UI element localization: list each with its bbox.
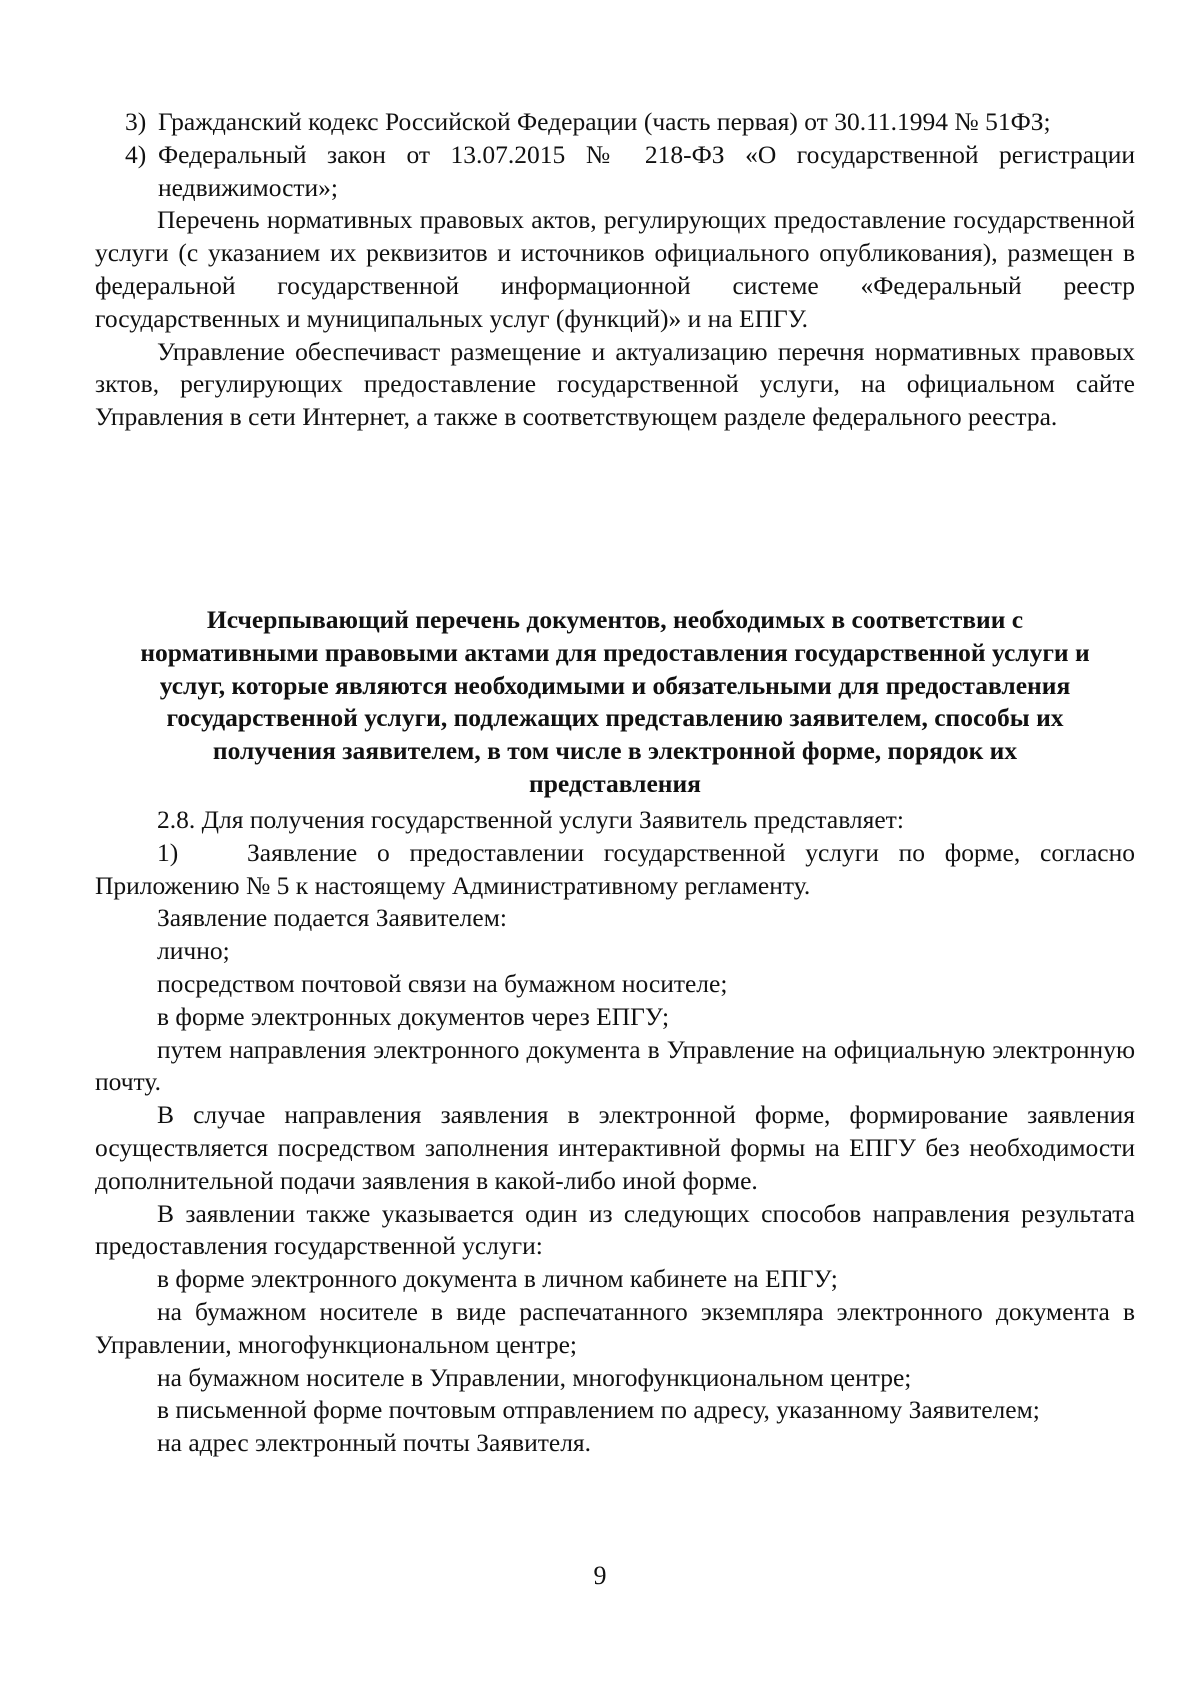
list-item-text: Заявление о предоставлении государственной услуги по форме, согласно: [247, 837, 1135, 867]
result-way: на бумажном носителе в виде распечатанного экземпляра электронного документа в Управлении, многофункциональном центре;: [95, 1296, 1135, 1359]
result-way: в письменной форме почтовым отправлением по адресу, указанному Заявителем;: [157, 1395, 1040, 1425]
top-section: [95, 106, 1135, 434]
result-way: на бумажном носителе в Управлении, многофункциональном центре;: [157, 1362, 912, 1392]
submit-way: посредством почтовой связи на бумажном носителе;: [157, 968, 728, 998]
list-item: [95, 139, 1135, 205]
list-item-number: 1): [157, 837, 179, 867]
list-item-text: Гражданский кодекс Российской Федерации (часть первая) от 30.11.1994 № 51ФЗ;: [158, 107, 1051, 136]
submit-way: лично;: [157, 936, 230, 966]
paragraph-submitted: Заявление подается Заявителем:: [157, 903, 507, 933]
paragraph-electronic: В случае направления заявления в электронной форме, формирование заявления осуществляется посредством заполнения интерактивной формы на ЕПГУ без необходимости дополнительной подачи заявления в какой-либо иной форме.: [95, 1100, 1135, 1195]
paragraph-management: Управление обеспечиваст размещение и актуализацию перечня нормативных правовых зктов, регулирующих предоставление государственной услуги, на официальном сайте Управления в сети Интернет, а также в соответствующем разделе федерального реестра.: [95, 336, 1135, 432]
result-way: в форме электронного документа в личном кабинете на ЕПГУ;: [157, 1264, 838, 1294]
list-item: [95, 106, 1135, 139]
submit-way: в форме электронных документов через ЕПГУ;: [157, 1001, 670, 1031]
list-item: [95, 837, 1135, 870]
paragraph-2-8: 2.8. Для получения государственной услуги Заявитель представляет:: [157, 805, 904, 834]
section-heading: Исчерпывающий перечень документов, необходимых в соответствии с нормативными правовыми актами для предоставления государственной услуги и услуг, которые являются необходимыми и обязательными для предоставления государственной услуги, подлежащих представлению заявителем, способы их получения заявителем, в том числе в электронной форме, порядок их представления: [140, 605, 1090, 798]
result-way: на адрес электронный почты Заявителя.: [157, 1428, 592, 1458]
lower-section: [95, 804, 1135, 1460]
paragraph-email-way: путем направления электронного документа в Управление на официальную электронную почту.: [95, 1034, 1135, 1097]
list-item-number: 4): [125, 139, 147, 169]
list-item-number: 3): [125, 107, 147, 136]
paragraph-result-ways: В заявлении также указывается один из следующих способов направления результата предоставления государственной услуги:: [95, 1198, 1135, 1261]
list-item-text: Федеральный закон от 13.07.2015 № 218-ФЗ «О государственной регистрации недвижимости»;: [158, 139, 1135, 202]
paragraph-acts-list: Перечень нормативных правовых актов, регулирующих предоставление государственной услуги (с указанием их реквизитов и источников официального опубликования), размещен в федеральной государственной информационной системе «Федеральный реестр государственных и муниципальных услуг (функций)» и на ЕПГУ.: [95, 205, 1135, 333]
page-number: 9: [593, 1561, 607, 1590]
list-item-continuation: Приложению № 5 к настоящему Административному регламенту.: [95, 870, 811, 900]
